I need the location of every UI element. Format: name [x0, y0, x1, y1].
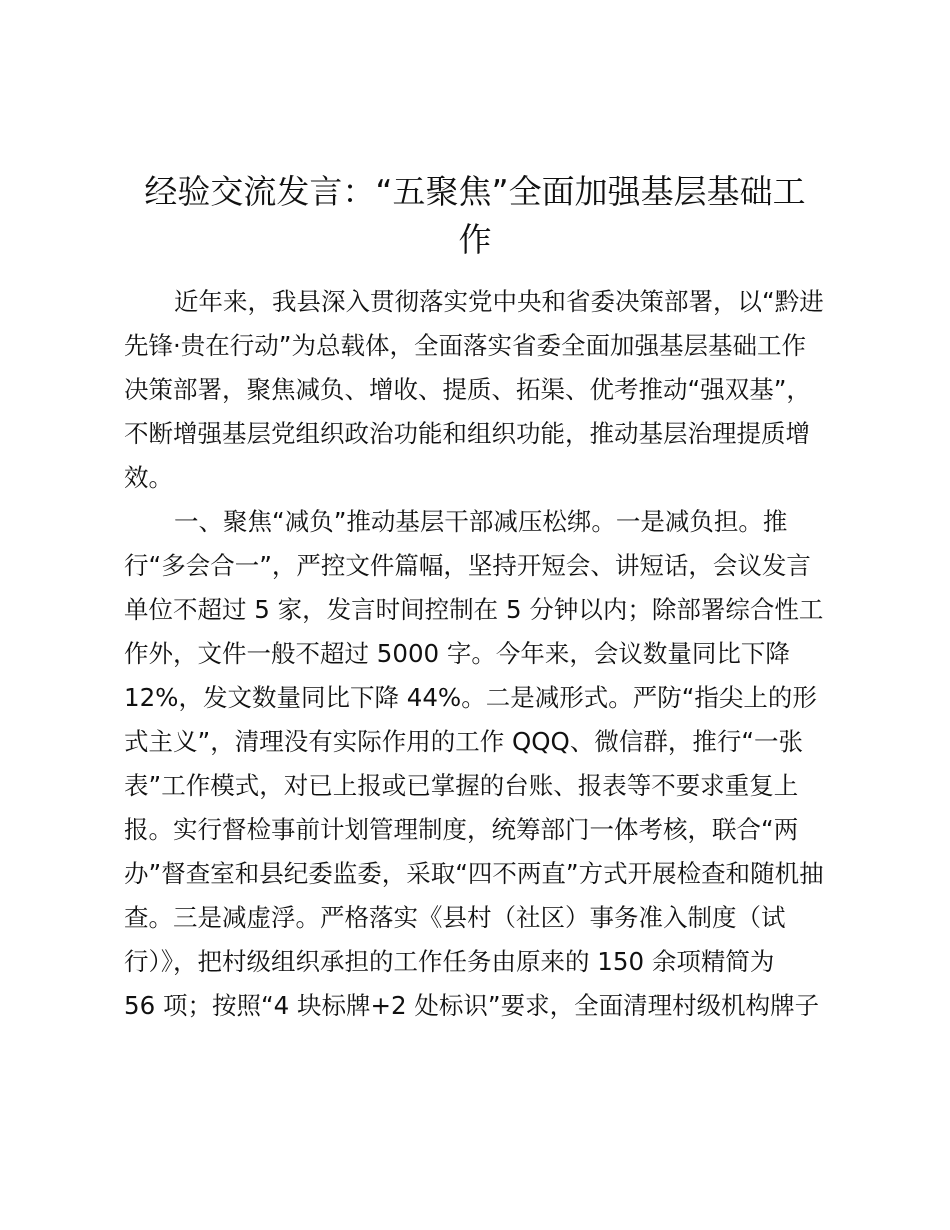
- paragraph-line: 表”工作模式，对已上报或已掌握的台账、报表等不要求重复上: [124, 771, 799, 800]
- paragraph-line: 查。三是减虚浮。严格落实《县村（社区）事务准入制度（试: [124, 903, 786, 932]
- paragraph-line: 不断增强基层党组织政治功能和组织功能，推动基层治理提质增: [124, 419, 810, 448]
- paragraph-line: 先锋·贵在行动”为总载体，全面落实省委全面加强基层基础工作: [124, 331, 806, 360]
- paragraph-line: 式主义”，清理没有实际作用的工作 QQQ、微信群，推行“一张: [124, 727, 804, 756]
- paragraph-line: 效。: [124, 463, 173, 492]
- paragraph-line: 行）》，把村级组织承担的工作任务由原来的 150 余项精简为: [124, 947, 775, 976]
- document-title: [122, 168, 828, 264]
- paragraph-line: 一、聚焦“减负”推动基层干部减压松绑。一是减负担。推: [174, 507, 788, 536]
- paragraph-line: 行“多会合一”，严控文件篇幅，坚持开短会、讲短话，会议发言: [124, 551, 811, 580]
- title-line: 作: [458, 220, 492, 259]
- paragraph-line: 决策部署，聚焦减负、增收、提质、拓渠、优考推动“强双基”，: [124, 375, 811, 404]
- title-line: 经验交流发言：“五聚焦”全面加强基层基础工: [144, 172, 806, 211]
- paragraph-line: 报。实行督检事前计划管理制度，统筹部门一体考核，联合“两: [124, 815, 799, 844]
- paragraph-line: 12%，发文数量同比下降 44%。二是减形式。严防“指尖上的形: [124, 683, 817, 712]
- paragraph-line: 近年来，我县深入贯彻落实党中央和省委决策部署，以“黔进: [174, 287, 824, 316]
- paragraph-line: 作外，文件一般不超过 5000 字。今年来，会议数量同比下降: [124, 639, 790, 668]
- paragraph-line: 单位不超过 5 家，发言时间控制在 5 分钟以内；除部署综合性工: [124, 595, 824, 624]
- paragraph-line: 56 项；按照“4 块标牌+2 处标识”要求，全面清理村级机构牌子: [124, 991, 820, 1020]
- paragraph-line: 办”督查室和县纪委监委，采取“四不两直”方式开展检查和随机抽: [124, 859, 824, 888]
